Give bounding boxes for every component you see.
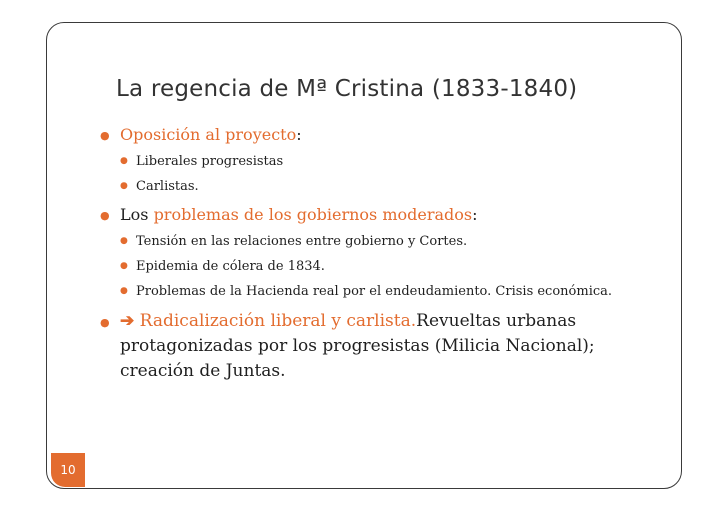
arrow-right-icon: ➔ — [120, 311, 135, 331]
bullet-dot-icon: ● — [120, 156, 128, 166]
bullet-text: Los — [120, 205, 154, 224]
bullet-moderate-government-problems — [100, 204, 660, 226]
sub-list-opposition — [100, 152, 660, 196]
bullet-highlight: problemas de los gobiernos moderados — [153, 205, 473, 224]
bullet-dot-icon: ● — [120, 261, 128, 271]
bullet-dot-icon: ● — [100, 209, 110, 222]
page-number-badge: 10 — [51, 453, 85, 487]
sub-bullet-text: Carlistas. — [136, 179, 199, 194]
bullet-radicalization — [100, 309, 660, 384]
slide-title: La regencia de Mª Cristina (1833-1840) — [116, 76, 578, 102]
sub-bullet-text: Problemas de la Hacienda real por el endeudamiento. Crisis económica. — [136, 284, 613, 299]
sub-bullet-text: Epidemia de cólera de 1834. — [136, 259, 325, 274]
sub-bullet-carlists — [120, 177, 660, 196]
bullet-highlight: Oposición al proyecto — [120, 125, 297, 144]
bullet-dot-icon: ● — [120, 286, 128, 296]
bullet-text: Revueltas urbanas protagonizadas por los progresistas (Milicia Nacional); creación de Juntas. — [120, 311, 595, 381]
sub-list-problems — [100, 232, 660, 301]
sub-bullet-text: Tensión en las relaciones entre gobierno y Cortes. — [136, 234, 468, 249]
bullet-dot-icon: ● — [120, 181, 128, 191]
bullet-text: : — [296, 125, 302, 144]
bullet-dot-icon: ● — [120, 236, 128, 246]
sub-bullet-text: Liberales progresistas — [136, 154, 284, 169]
bullet-dot-icon: ● — [100, 316, 110, 329]
bullet-dot-icon: ● — [100, 129, 110, 142]
bullet-text: : — [472, 205, 478, 224]
bullet-highlight: Radicalización liberal y carlista. — [139, 311, 417, 331]
sub-bullet-treasury — [120, 282, 660, 301]
sub-bullet-cholera — [120, 257, 660, 276]
slide-content — [100, 124, 660, 390]
sub-bullet-progressive-liberals — [120, 152, 660, 171]
sub-bullet-tension — [120, 232, 660, 251]
bullet-opposition — [100, 124, 660, 146]
